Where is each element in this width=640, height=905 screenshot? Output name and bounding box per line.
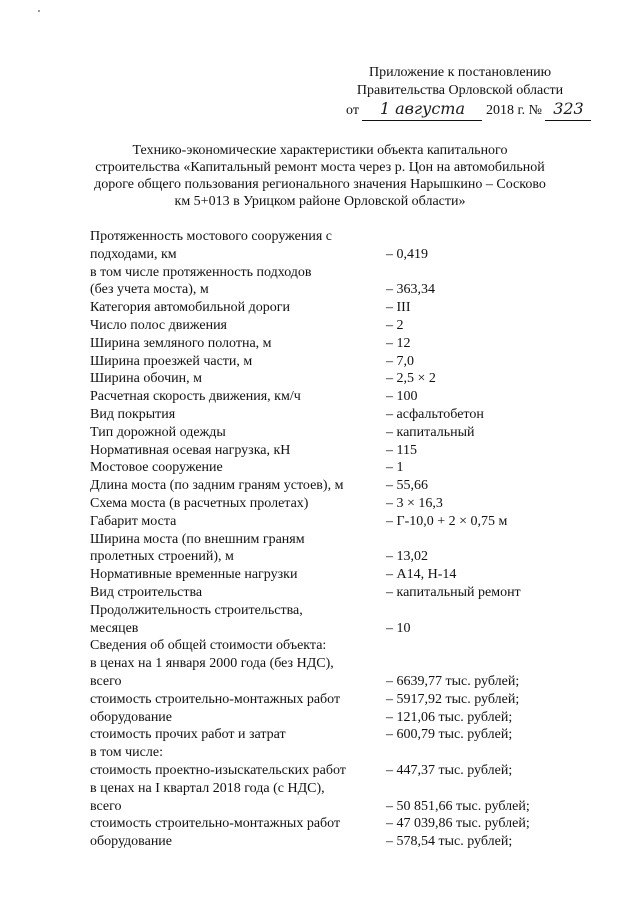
characteristic-row (90, 442, 590, 460)
characteristic-label: стоимость строительно-монтажных работ (90, 816, 341, 832)
characteristic-label: Габарит моста (90, 513, 177, 529)
characteristic-row (90, 762, 590, 780)
characteristic-label: Категория автомобильной дороги (90, 300, 290, 316)
characteristic-label: Ширина обочин, м (90, 371, 202, 387)
characteristic-label: Ширина земляного полотна, м (90, 335, 272, 351)
characteristic-label: стоимость прочих работ и затрат (90, 727, 286, 743)
characteristic-value: – 10 (386, 620, 411, 636)
characteristic-row (90, 353, 590, 371)
characteristic-label: в ценах на I квартал 2018 года (с НДС), (90, 780, 325, 796)
number-field (545, 100, 591, 121)
characteristic-row (90, 299, 590, 317)
characteristic-row (90, 780, 590, 798)
characteristic-label: Число полос движения (90, 317, 227, 333)
characteristic-value: – 6639,77 тыс. рублей; (386, 673, 520, 689)
handwritten-date: 1 августа (379, 99, 466, 118)
characteristic-row (90, 459, 590, 477)
characteristic-value: – 0,419 (386, 246, 428, 262)
characteristic-row (90, 566, 590, 584)
characteristic-row (90, 673, 590, 691)
characteristic-value: – 3 × 16,3 (386, 495, 443, 511)
characteristic-value: – III (386, 300, 411, 316)
characteristic-row (90, 691, 590, 709)
characteristic-label: в ценах на 1 января 2000 года (без НДС), (90, 656, 334, 672)
characteristic-label: Схема моста (в расчетных пролетах) (90, 495, 309, 511)
title-line: строительства «Капитальный ремонт моста через р. Цон на автомобильной (95, 160, 545, 175)
characteristic-label: в том числе протяженность подходов (90, 264, 312, 280)
characteristic-row (90, 246, 590, 264)
characteristic-row (90, 815, 590, 833)
characteristic-label: Нормативная осевая нагрузка, кН (90, 442, 291, 458)
characteristic-label: оборудование (90, 709, 173, 725)
characteristic-row (90, 495, 590, 513)
header-date-line (330, 100, 590, 121)
characteristic-row (90, 513, 590, 531)
characteristic-row (90, 477, 590, 495)
characteristic-row (90, 264, 590, 282)
characteristic-row (90, 655, 590, 673)
characteristic-row (90, 335, 590, 353)
characteristic-value: – 121,06 тыс. рублей; (386, 709, 513, 725)
characteristic-row (90, 317, 590, 335)
characteristic-value: – 2 (386, 317, 404, 333)
characteristic-label: Мостовое сооружение (90, 460, 223, 476)
characteristic-value: – 47 039,86 тыс. рублей; (386, 816, 530, 832)
characteristic-label: месяцев (90, 620, 139, 636)
characteristic-value: – 578,54 тыс. рублей; (386, 834, 513, 850)
characteristic-value: – асфальтобетон (386, 406, 484, 422)
characteristic-label: Расчетная скорость движения, км/ч (90, 389, 301, 405)
characteristic-row (90, 531, 590, 549)
characteristic-label: всего (90, 673, 122, 689)
characteristic-label: Нормативные временные нагрузки (90, 567, 298, 583)
characteristic-label: пролетных строений), м (90, 549, 234, 565)
characteristic-row (90, 602, 590, 620)
characteristic-row (90, 798, 590, 816)
characteristic-row (90, 548, 590, 566)
characteristic-row (90, 833, 590, 851)
header-line-1: Приложение к постановлению (368, 65, 552, 80)
characteristic-value: – 13,02 (386, 549, 428, 565)
characteristic-row (90, 584, 590, 602)
characteristic-label: Тип дорожной одежды (90, 424, 226, 440)
characteristic-value: – 12 (386, 335, 411, 351)
characteristic-value: – 100 (386, 389, 418, 405)
characteristic-value: – 1 (386, 460, 404, 476)
characteristic-label: Длина моста (по задним граням устоев), м (90, 478, 344, 494)
characteristic-value: – А14, Н-14 (386, 567, 457, 583)
characteristic-label: Сведения об общей стоимости объекта: (90, 638, 327, 654)
characteristics-list (90, 228, 590, 851)
characteristic-label: подходами, км (90, 246, 177, 262)
characteristic-value: – 5917,92 тыс. рублей; (386, 691, 520, 707)
characteristic-label: Вид строительства (90, 584, 203, 600)
characteristic-label: Протяженность мостового сооружения с (90, 229, 332, 244)
characteristic-value: – 600,79 тыс. рублей; (386, 727, 513, 743)
characteristic-label: стоимость проектно-изыскательских работ (90, 762, 346, 778)
date-field (362, 100, 482, 121)
characteristic-row (90, 637, 590, 655)
characteristic-row (90, 424, 590, 442)
characteristic-value: – 447,37 тыс. рублей; (386, 762, 513, 778)
from-label: от (346, 103, 359, 118)
characteristic-row (90, 370, 590, 388)
characteristic-row (90, 228, 590, 246)
characteristic-label: (без учета моста), м (90, 282, 209, 298)
characteristic-row (90, 281, 590, 299)
characteristic-value: – капитальный ремонт (386, 584, 521, 600)
characteristic-value: – 7,0 (386, 353, 414, 369)
title-line: Технико-экономические характеристики объекта капитального (132, 143, 508, 158)
characteristic-value: – 2,5 × 2 (386, 371, 436, 387)
characteristic-label: всего (90, 798, 122, 814)
handwritten-number: 323 (553, 99, 584, 118)
characteristic-value: – капитальный (386, 424, 475, 440)
characteristic-row (90, 709, 590, 727)
characteristic-label: Вид покрытия (90, 406, 176, 422)
header-line-2: Правительства Орловской области (356, 83, 564, 98)
appendix-header (330, 64, 590, 121)
year-text: 2018 г. № (485, 103, 542, 118)
characteristic-label: стоимость строительно-монтажных работ (90, 691, 341, 707)
characteristic-label: в том числе: (90, 745, 163, 761)
title-line: дороге общего пользования регионального значения Нарышкино – Сосково (94, 177, 546, 192)
characteristic-row (90, 744, 590, 762)
characteristic-label: Ширина моста (по внешним граням (90, 531, 305, 547)
characteristic-label: Ширина проезжей части, м (90, 353, 253, 369)
characteristic-row (90, 406, 590, 424)
characteristic-value: – 50 851,66 тыс. рублей; (386, 798, 530, 814)
characteristic-row (90, 388, 590, 406)
characteristic-row (90, 726, 590, 744)
characteristic-value: – 55,66 (386, 478, 428, 494)
characteristic-label: Продолжительность строительства, (90, 602, 303, 618)
title-line: км 5+013 в Урицком районе Орловской области» (174, 194, 466, 209)
characteristic-row (90, 620, 590, 638)
characteristic-value: – Г-10,0 + 2 × 0,75 м (386, 513, 508, 529)
characteristic-value: – 115 (386, 442, 417, 458)
characteristic-value: – 363,34 (386, 282, 435, 298)
characteristic-label: оборудование (90, 834, 173, 850)
scan-speck (38, 10, 40, 12)
document-title (92, 142, 548, 210)
